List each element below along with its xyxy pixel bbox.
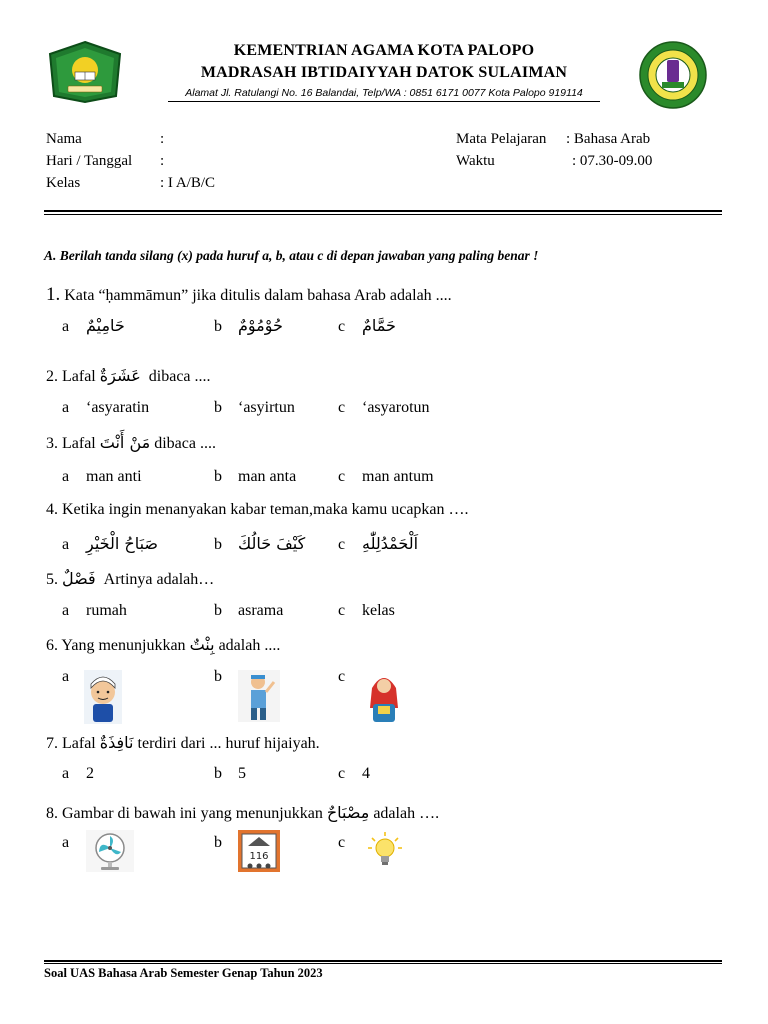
q4-option-a[interactable]: a صَبَاحُ الْخَيْرِ [62, 534, 159, 553]
question-3: 3. Lafal مَنْ أَنْتَ dibaca .... [46, 433, 216, 452]
q2-option-a[interactable]: a ‘asyaratin [62, 399, 150, 416]
question-8: 8. Gambar di bawah ini yang menunjukkan مِصْبَاحٌ adalah …. [46, 803, 440, 822]
hari-label: Hari / Tanggal [46, 153, 133, 169]
footer-divider [44, 960, 722, 962]
q3-option-a[interactable]: a man anti [62, 468, 142, 485]
footer-divider-thin [44, 963, 722, 964]
q1-option-c[interactable]: c حَمَّامٌ [338, 316, 396, 335]
waktu-value: : 07.30-09.00 [572, 153, 653, 169]
q5-option-b[interactable]: b asrama [214, 602, 284, 619]
q6-option-a[interactable]: a [62, 668, 70, 685]
house-number-icon[interactable] [238, 830, 280, 872]
info-divider-thin [44, 214, 722, 215]
question-2: 2. Lafal عَشَرَةٌ dibaca .... [46, 366, 211, 385]
q1-option-a[interactable]: a حَامِيْمٌ [62, 316, 125, 335]
q7-option-c[interactable]: c 4 [338, 765, 370, 782]
kelas-value: : I A/B/C [160, 175, 216, 191]
ministry-name: KEMENTRIAN AGAMA KOTA PALOPO [233, 42, 535, 59]
girl-hijab-icon[interactable] [364, 668, 404, 724]
q3-option-b[interactable]: b man anta [214, 468, 297, 485]
header-divider [168, 101, 600, 102]
q7-option-b[interactable]: b 5 [214, 765, 246, 782]
q6-option-c[interactable]: c [338, 668, 346, 685]
instruction: A. Berilah tanda silang (x) pada huruf a, b, atau c di depan jawaban yang paling benar ! [44, 248, 539, 263]
q7-option-a[interactable]: a 2 [62, 765, 94, 782]
footer-text: Soal UAS Bahasa Arab Semester Genap Tahun 2023 [44, 966, 323, 980]
info-divider [44, 210, 722, 212]
q4-option-c[interactable]: c اَلْحَمْدُلِلّٰهِ [338, 534, 419, 553]
boy-with-cap-icon[interactable] [84, 670, 122, 724]
q2-option-c[interactable]: c ‘asyarotun [338, 399, 430, 416]
nama-label: Nama [46, 131, 82, 147]
school-address: Alamat Jl. Ratulangi No. 16 Balandai, Telp/WA : 0851 6171 0077 Kota Palopo 919114 [185, 87, 583, 99]
question-4: 4. Ketika ingin menanyakan kabar teman,maka kamu ucapkan …. [46, 501, 469, 518]
fan-icon[interactable] [86, 830, 134, 872]
q5-option-c[interactable]: c kelas [338, 602, 395, 619]
q6-option-b[interactable]: b [214, 668, 222, 685]
kelas-label: Kelas [46, 175, 81, 191]
q8-option-b[interactable]: b [214, 834, 222, 851]
q1-option-b[interactable]: b حُوْمُوْمٌ [214, 316, 283, 335]
question-6: 6. Yang menunjukkan بِنْتٌ adalah .... [46, 635, 281, 654]
question-1: 1. Kata “ḥammāmun” jika ditulis dalam bahasa Arab adalah .... [46, 284, 452, 305]
hari-value[interactable]: : [160, 153, 165, 169]
question-7: 7. Lafal نَافِذَةٌ terdiri dari ... huruf hijaiyah. [46, 733, 320, 752]
question-5: 5. فَصْلٌ Artinya adalah… [46, 569, 215, 588]
q5-option-a[interactable]: a rumah [62, 602, 127, 619]
waktu-label: Waktu [456, 153, 495, 169]
boy-waving-icon[interactable] [238, 670, 280, 722]
q8-option-a[interactable]: a [62, 834, 70, 851]
q2-option-b[interactable]: b ‘asyirtun [214, 399, 295, 416]
school-name: MADRASAH IBTIDAIYYAH DATOK SULAIMAN [200, 64, 568, 81]
mapel-label: Mata Pelajaran [456, 131, 547, 147]
q8-option-c[interactable]: c [338, 834, 346, 851]
q3-option-c[interactable]: c man antum [338, 468, 434, 485]
svg-text:116: 116 [249, 851, 269, 862]
mapel-value: : Bahasa Arab [566, 131, 651, 147]
nama-value[interactable]: : [160, 131, 165, 147]
light-bulb-icon[interactable] [364, 830, 406, 870]
q4-option-b[interactable]: b كَيْفَ حَالُكَ [214, 534, 306, 553]
